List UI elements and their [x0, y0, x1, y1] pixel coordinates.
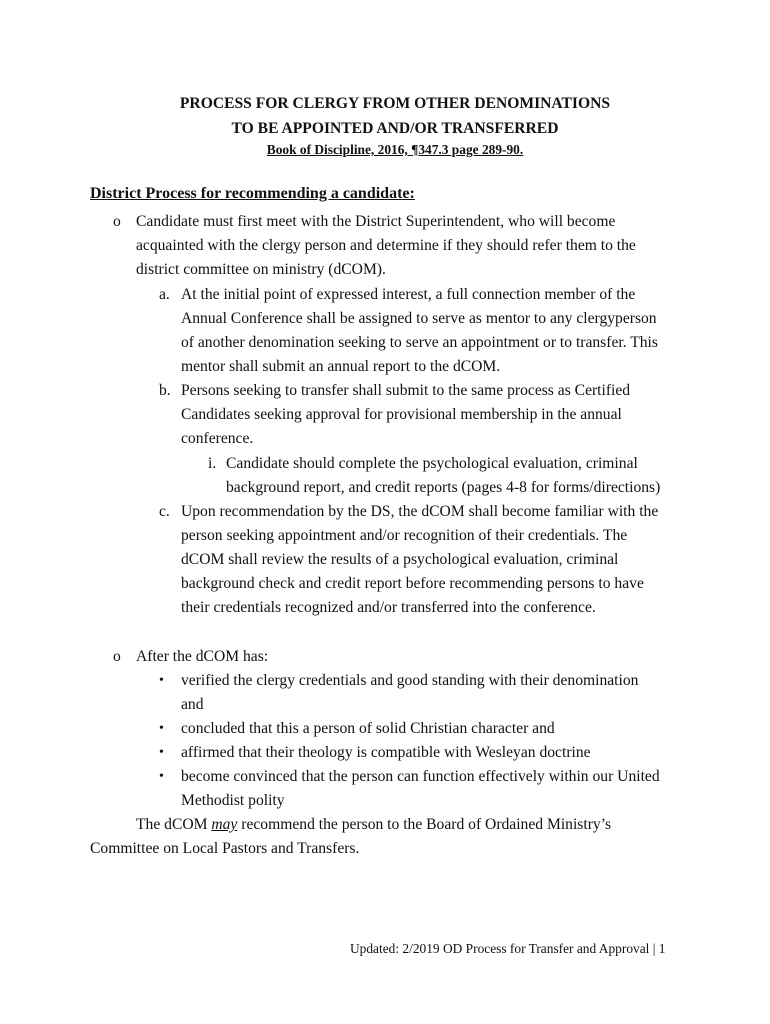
- bullet-3: affirmed that their theology is compatible with Wesleyan doctrine: [181, 744, 591, 761]
- sub-b-line-2: Candidates seeking approval for provisional membership in the annual: [181, 406, 622, 423]
- bullet-marker: •: [159, 769, 164, 784]
- closing-emphasis-may: may: [211, 816, 238, 833]
- document-title-line-1: PROCESS FOR CLERGY FROM OTHER DENOMINATIONS: [179, 95, 611, 112]
- bullet-2: concluded that this a person of solid Christian character and: [181, 720, 555, 737]
- closing-before: The dCOM: [136, 816, 212, 833]
- sub-i-line-1: Candidate should complete the psychological evaluation, criminal: [226, 455, 638, 472]
- list-marker-c: c.: [159, 503, 170, 520]
- bullet-marker: •: [159, 721, 164, 736]
- item2-text: After the dCOM has:: [136, 648, 269, 665]
- page-footer: Updated: 2/2019 OD Process for Transfer and Approval | 1: [350, 941, 666, 956]
- closing-line-1: [136, 813, 611, 837]
- sub-c-line-4: background check and credit report before recommending persons to have: [181, 575, 644, 592]
- sub-a-line-1: At the initial point of expressed interest, a full connection member of the: [181, 286, 636, 303]
- sub-c-line-1: Upon recommendation by the DS, the dCOM shall become familiar with the: [181, 503, 659, 520]
- item1-line-3: district committee on ministry (dCOM).: [136, 261, 386, 278]
- list-marker-b: b.: [159, 382, 171, 399]
- sub-c-line-2: person seeking appointment and/or recognition of their credentials. The: [181, 527, 628, 544]
- sub-a-line-3: of another denomination seeking to serve an appointment or to transfer. This: [181, 334, 658, 351]
- item1-line-2: acquainted with the clergy person and determine if they should refer them to the: [136, 237, 636, 254]
- bullet-marker: •: [159, 673, 164, 688]
- list-marker-i: i.: [208, 455, 217, 472]
- discipline-reference: Book of Discipline, 2016, ¶347.3 page 289-90.: [266, 142, 524, 157]
- sub-i-line-2: background report, and credit reports (pages 4-8 for forms/directions): [226, 479, 661, 496]
- sub-b-line-3: conference.: [181, 430, 254, 447]
- list-marker-circle: o: [113, 648, 121, 665]
- bullet-4-line-1: become convinced that the person can function effectively within our United: [181, 768, 660, 785]
- section-heading: District Process for recommending a candidate:: [90, 185, 415, 202]
- document-title-line-2: TO BE APPOINTED AND/OR TRANSFERRED: [231, 120, 559, 137]
- item1-line-1: Candidate must first meet with the District Superintendent, who will become: [136, 213, 616, 230]
- sub-c-line-3: dCOM shall review the results of a psychological evaluation, criminal: [181, 551, 619, 568]
- sub-a-line-4: mentor shall submit an annual report to the dCOM.: [181, 358, 501, 375]
- sub-c-line-5: their credentials recognized and/or transferred into the conference.: [181, 599, 596, 616]
- bullet-4-line-2: Methodist polity: [181, 792, 285, 809]
- bullet-1-line-1: verified the clergy credentials and good standing with their denomination: [181, 672, 639, 689]
- bullet-1-line-2: and: [181, 696, 204, 713]
- closing-line-2: Committee on Local Pastors and Transfers.: [90, 840, 360, 857]
- list-marker-a: a.: [159, 286, 170, 303]
- list-marker-circle: o: [113, 213, 121, 230]
- bullet-marker: •: [159, 745, 164, 760]
- sub-b-line-1: Persons seeking to transfer shall submit to the same process as Certified: [181, 382, 631, 399]
- closing-after: recommend the person to the Board of Ordained Ministry’s: [237, 816, 612, 833]
- sub-a-line-2: Annual Conference shall be assigned to serve as mentor to any clergyperson: [181, 310, 657, 327]
